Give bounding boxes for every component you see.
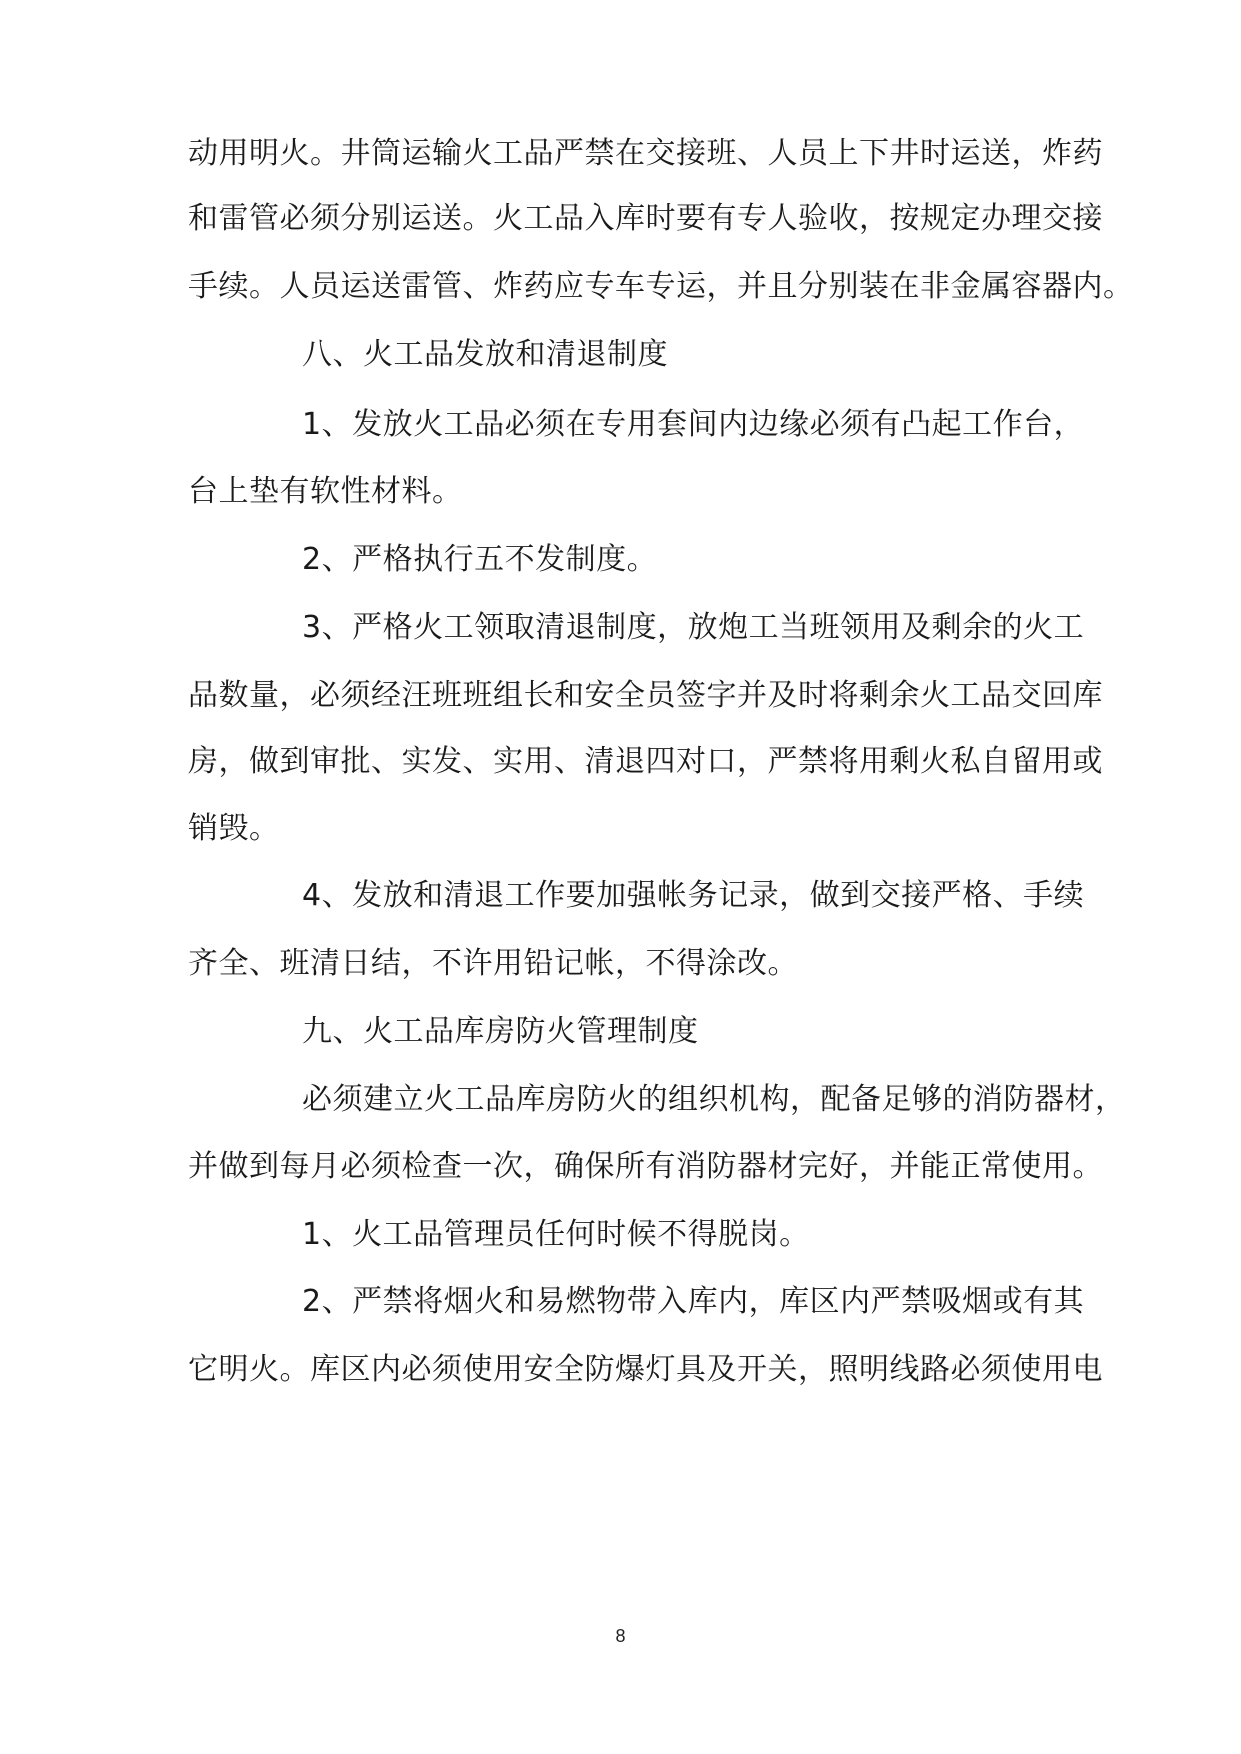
section-heading-8: 八、火工品发放和清退制度 (302, 337, 668, 372)
body-line-1: 动用明火。井筒运输火工品严禁在交接班、人员上下井时运送，炸药 (188, 136, 1103, 171)
body-line-19: 它明火。库区内必须使用安全防爆灯具及开关，照明线路必须使用电 (188, 1352, 1103, 1387)
body-line-3: 手续。人员运送雷管、炸药应专车专运，并且分别装在非金属容器内。 (188, 269, 1134, 304)
body-line-7: 2、严格执行五不发制度。 (302, 542, 658, 577)
section-heading-9: 九、火工品库房防火管理制度 (302, 1014, 699, 1049)
body-line-8: 3、严格火工领取清退制度，放炮工当班领用及剩余的火工 (302, 610, 1085, 645)
body-line-11: 销毁。 (188, 811, 280, 846)
body-line-6: 台上垫有软性材料。 (188, 474, 463, 509)
body-line-10: 房，做到审批、实发、实用、清退四对口，严禁将用剩火私自留用或 (188, 744, 1103, 779)
body-line-13: 齐全、班清日结，不许用铅记帐，不得涂改。 (188, 946, 798, 981)
body-line-15: 必须建立火工品库房防火的组织机构，配备足够的消防器材， (302, 1082, 1126, 1117)
page-number: 8 (615, 1626, 626, 1646)
body-line-12: 4、发放和清退工作要加强帐务记录，做到交接严格、手续 (302, 878, 1085, 913)
body-line-2: 和雷管必须分别运送。火工品入库时要有专人验收，按规定办理交接 (188, 201, 1103, 236)
body-line-5: 1、发放火工品必须在专用套间内边缘必须有凸起工作台， (302, 407, 1085, 442)
body-line-18: 2、严禁将烟火和易燃物带入库内，库区内严禁吸烟或有其 (302, 1284, 1085, 1319)
body-line-17: 1、火工品管理员任何时候不得脱岗。 (302, 1217, 810, 1252)
body-line-16: 并做到每月必须检查一次，确保所有消防器材完好，并能正常使用。 (188, 1149, 1103, 1184)
body-line-9: 品数量，必须经汪班班组长和安全员签字并及时将剩余火工品交回库 (188, 678, 1103, 713)
